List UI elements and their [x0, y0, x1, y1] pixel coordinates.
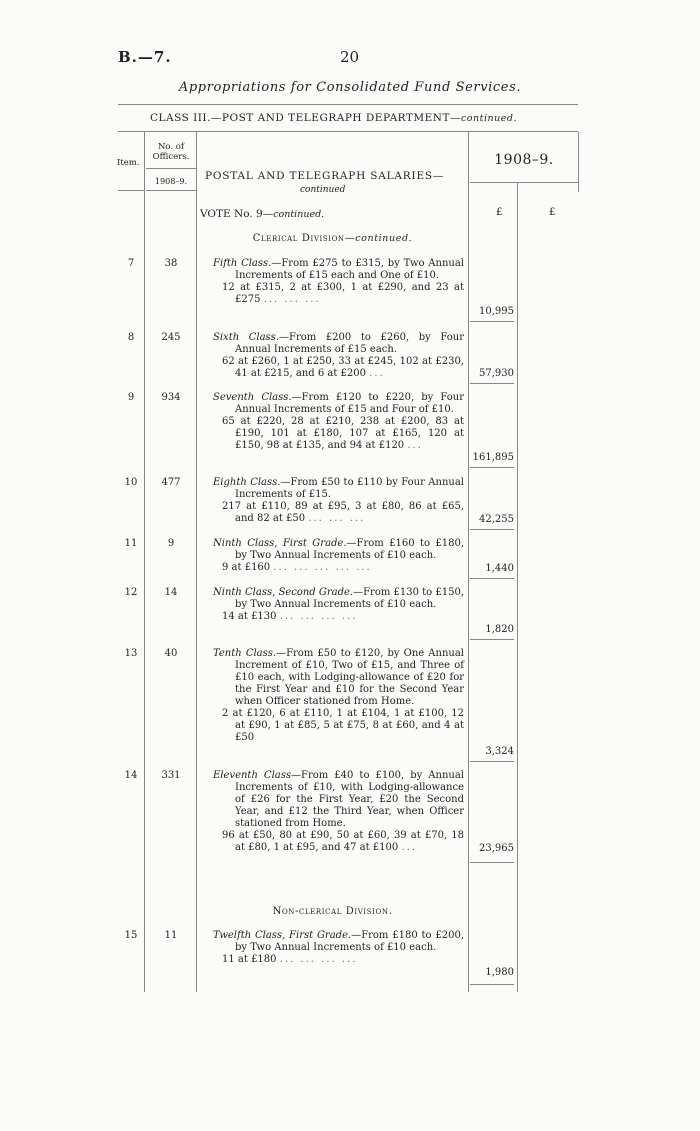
amount: 161,895 [472, 452, 514, 463]
item-number: 11 [124, 538, 138, 549]
item-column-header: Item. [117, 158, 140, 168]
officer-count: 14 [164, 587, 178, 598]
salary-entry: Sixth Class.—From £200 to £260, by Four Annual Increments of £15 each. 62 at £260, 1 at £250, 33 at £245, 102 at £230, 41 at £215, and 6 at £200 ... [213, 332, 464, 379]
officer-count: 38 [164, 258, 178, 269]
class-heading: CLASS III.—POST AND TELEGRAPH DEPARTMENT—continued. [150, 112, 517, 124]
salary-entry: Eighth Class.—From £50 to £110 by Four Annual Increments of £15. 217 at £110, 89 at £95, 3 at £80, 86 at £65, and 82 at £50 ... ... ... [213, 477, 464, 524]
officer-count: 245 [161, 332, 181, 343]
salaries-subtitle: continued [300, 185, 346, 195]
officers-year-header: 1908–9. [155, 177, 187, 186]
item-number: 9 [127, 392, 135, 403]
item-number: 15 [124, 930, 138, 941]
page-number: 20 [340, 48, 360, 66]
salary-entry: Fifth Class.—From £275 to £315, by Two Annual Increments of £15 each and One of £10. 12 at £315, 2 at £300, 1 at £290, and 23 at £275 ... ... ... [213, 258, 465, 305]
officer-count: 477 [161, 477, 181, 488]
column-rule [144, 132, 145, 992]
officer-count: 934 [161, 392, 181, 403]
salary-entry: Seventh Class.—From £120 to £220, by Four Annual Increments of £15 and Four of £10. 65 at £220, 28 at £210, 238 at £200, 83 at £190, 101 at £180, 107 at £165, 120 at £150, 98 at £135, and 94 at £120 ... [213, 392, 464, 451]
year-column-header: 1908–9. [494, 152, 554, 168]
item-number: 8 [127, 332, 135, 343]
officer-count: 9 [167, 538, 175, 549]
rule [118, 131, 578, 132]
amount: 1,980 [485, 967, 514, 978]
officer-count: 40 [164, 648, 178, 659]
rule [470, 182, 578, 183]
page-title: Appropriations for Consolidated Fund Services. [178, 80, 522, 95]
column-rule [468, 132, 469, 992]
amount-rule [470, 862, 514, 863]
column-rule [578, 132, 579, 192]
officers-column-header: No. of Officers. [152, 142, 190, 162]
amount-rule [470, 984, 514, 985]
salaries-title: POSTAL AND TELEGRAPH SALARIES— [205, 170, 445, 182]
salary-entry: Tenth Class.—From £50 to £120, by One Annual Increment of £10, Two of £15, and Three of £10 each, with Lodging-allowance of £20 for the First Year and £10 for the Second Year when Officer stationed from Home. 2 at £120, 6 at £110, 1 at £104, 1 at £100, 12 at £90, 1 at £85, 5 at £75, 8 at £60, and 4 at £50 [213, 648, 464, 743]
amount: 42,255 [479, 514, 514, 525]
section-heading-clerical: Clerical Division—continued. [252, 233, 413, 244]
salary-entry: Ninth Class, First Grade.—From £160 to £180, by Two Annual Increments of £10 each. 9 at £160 ... ... ... ... ... [213, 538, 464, 573]
column-rule [517, 182, 518, 992]
item-number: 10 [124, 477, 138, 488]
amount-rule [470, 467, 514, 468]
item-number: 13 [124, 648, 138, 659]
officer-count: 11 [164, 930, 178, 941]
currency-symbol: £ [549, 207, 556, 218]
salary-entry: Eleventh Class—From £40 to £100, by Annual Increments of £10, with Lodging-allowance of £26 for the First Year, £20 the Second Year, and £12 the Third Year, when Officer stationed from Home. 96 at £50, 80 at £90, 50 at £60, 39 at £70, 18 at £80, 1 at £95, and 47 at £100 ... [213, 770, 465, 853]
amount: 1,440 [485, 563, 514, 574]
section-heading-non-clerical: Non-clerical Division. [272, 906, 393, 917]
column-rule [196, 132, 197, 992]
item-number: 14 [124, 770, 138, 781]
amount: 1,820 [485, 624, 514, 635]
amount-rule [470, 761, 514, 762]
amount: 23,965 [479, 843, 514, 854]
vote-heading: VOTE No. 9—continued. [200, 208, 325, 220]
salary-entry: Twelfth Class, First Grade.—From £180 to £200, by Two Annual Increments of £10 each. 11 at £180 ... ... ... ... [213, 930, 464, 965]
rule [146, 168, 196, 169]
amount-rule [470, 383, 514, 384]
rule [146, 190, 196, 191]
amount: 10,995 [479, 306, 514, 317]
amount-rule [470, 578, 514, 579]
officer-count: 331 [161, 770, 181, 781]
amount-rule [470, 529, 514, 530]
currency-symbol: £ [496, 207, 503, 218]
document-reference: B.—7. [118, 48, 172, 66]
item-number: 7 [127, 258, 135, 269]
salary-entry: Ninth Class, Second Grade.—From £130 to £150, by Two Annual Increments of £10 each. 14 at £130 ... ... ... ... [213, 587, 464, 622]
rule [118, 104, 578, 105]
amount: 57,930 [479, 368, 514, 379]
item-number: 12 [124, 587, 138, 598]
amount-rule [470, 321, 514, 322]
rule [118, 190, 144, 191]
amount-rule [470, 639, 514, 640]
amount: 3,324 [485, 746, 514, 757]
